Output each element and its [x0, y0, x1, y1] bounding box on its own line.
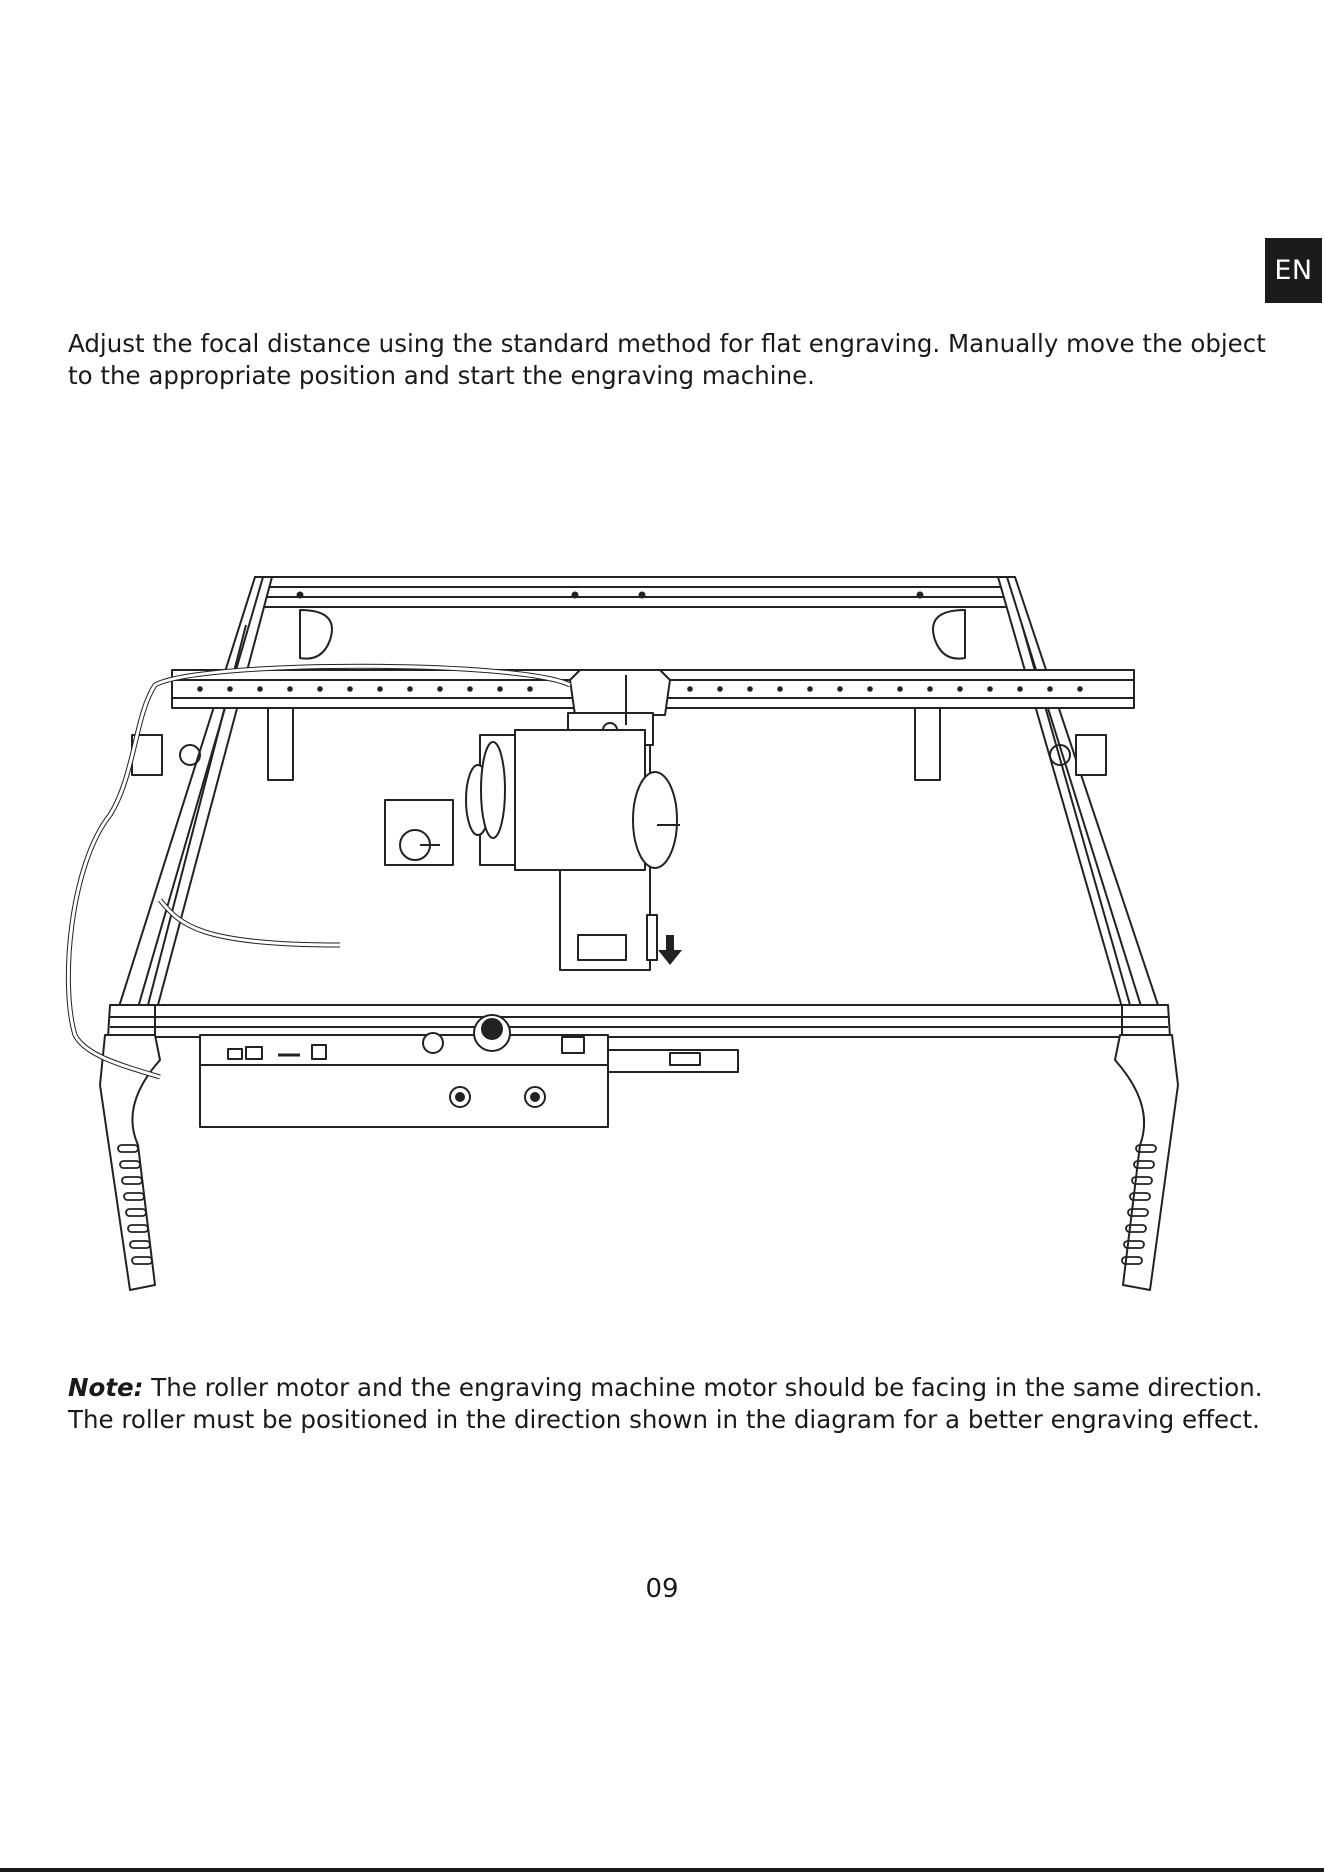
language-tab: EN: [1265, 238, 1322, 303]
bottom-divider: [0, 1868, 1324, 1872]
back-rail: [255, 577, 1013, 659]
front-right-leg: [1115, 1035, 1178, 1290]
right-rail: [998, 577, 1168, 1035]
front-rail: [108, 1005, 1170, 1037]
rotary-roller: [385, 730, 680, 870]
note-label: Note:: [68, 1373, 144, 1402]
engraver-roller-diagram: [60, 565, 1180, 1295]
intro-paragraph: Adjust the focal distance using the standard method for flat engraving. Manually move the object to the appropriate position and start the engraving machine.: [68, 329, 1266, 390]
left-rail: [110, 577, 272, 1035]
note-paragraph: [68, 1372, 1268, 1436]
page-number: 09: [645, 1574, 679, 1604]
note-text: The roller motor and the engraving machine motor should be facing in the same direction. The roller must be positioned in the direction shown in the diagram for a better engraving effect.: [68, 1373, 1263, 1434]
